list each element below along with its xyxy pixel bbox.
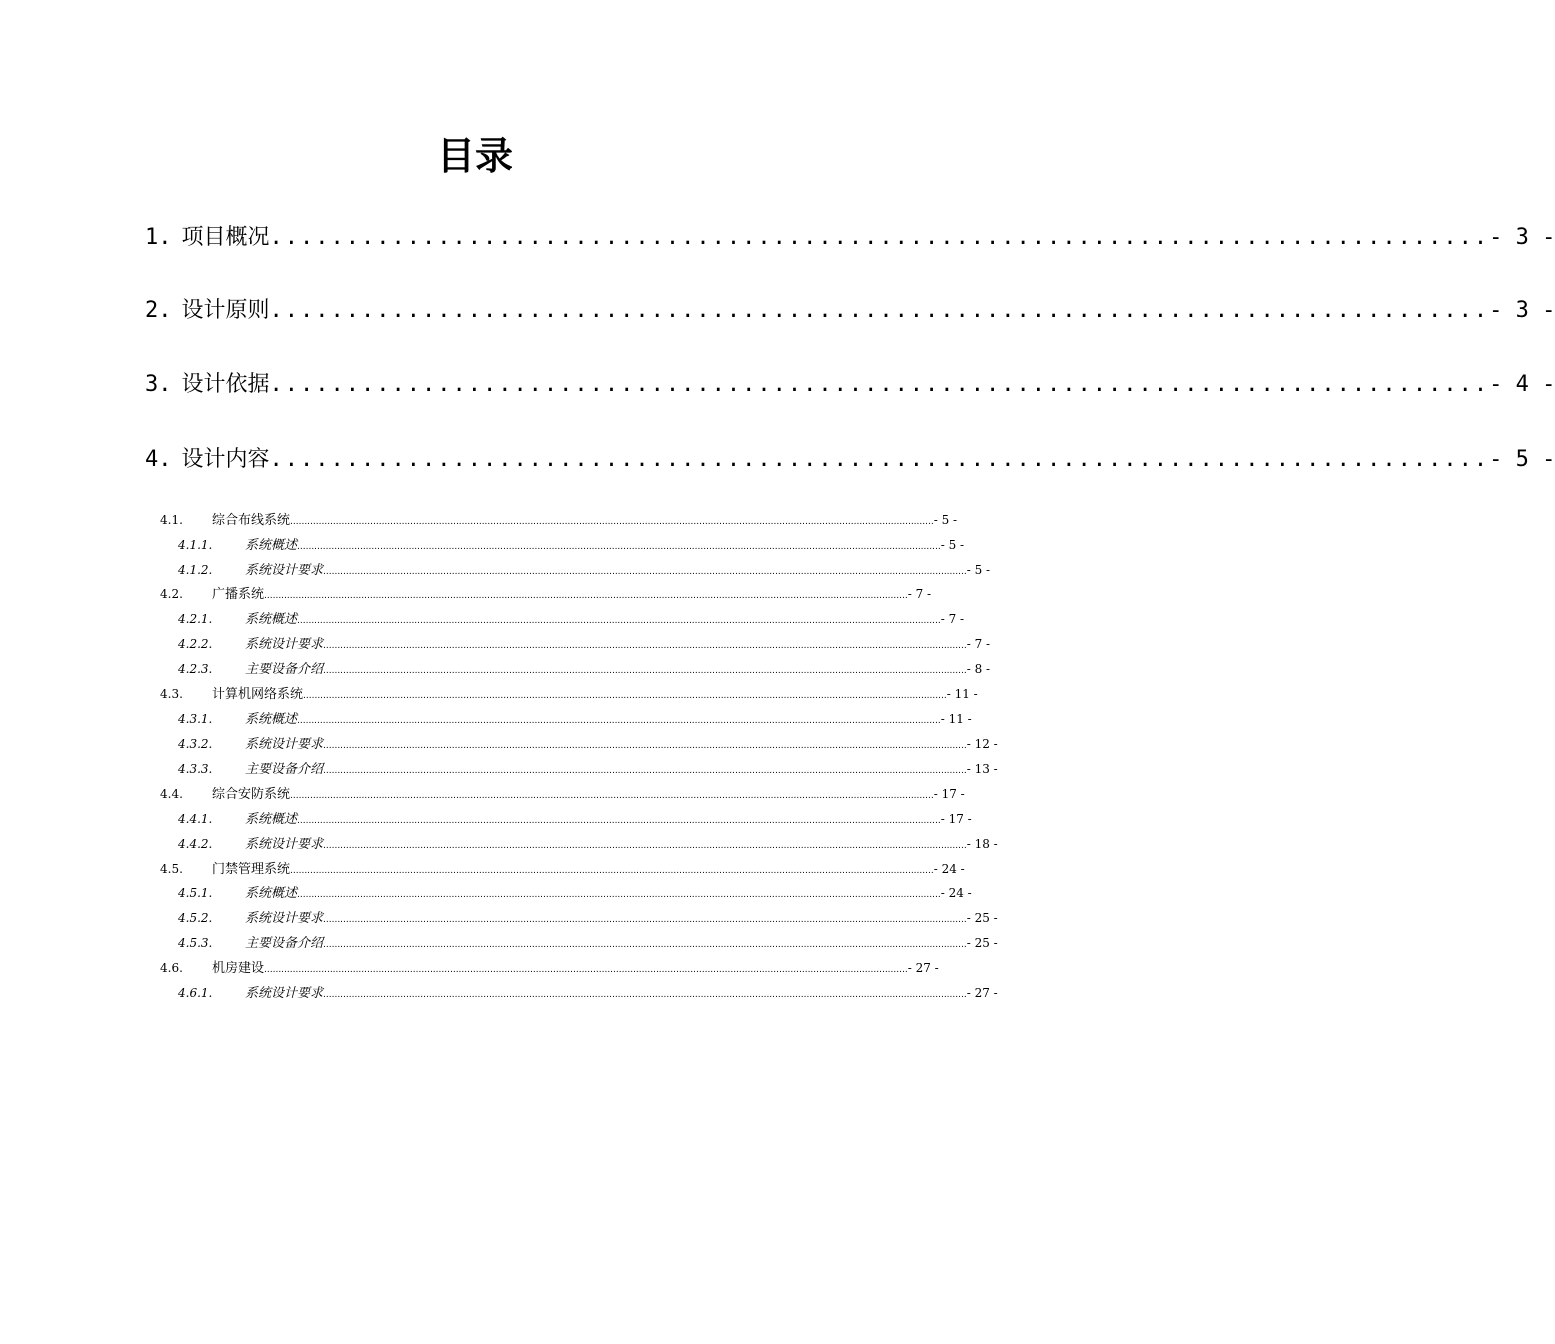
toc-entry-number: 4.4.2. [178, 837, 213, 851]
toc-subentry-4-2-3[interactable] [178, 658, 991, 680]
toc-subentry-4-5-2[interactable] [178, 907, 998, 929]
toc-entry-page: - 11 - [940, 712, 972, 726]
toc-entry-page: - 7 - [940, 612, 965, 626]
toc-entry-number: 2. [145, 298, 172, 323]
toc-entry-page: - 11 - [946, 687, 978, 701]
toc-entry-text: 系统概述 [245, 612, 298, 627]
toc-leader: ................................................................................................................................................................................................................................. [264, 965, 908, 975]
toc-subentry-4-3-2[interactable] [178, 733, 998, 755]
toc-entry-page: - 24 - [933, 862, 965, 876]
toc-leader: ................................................................................................................................................................................................................................. [323, 666, 967, 676]
toc-leader: ................................................................................................................................................................................................................................. [297, 542, 941, 552]
toc-entry-number: 4.3.2. [178, 737, 213, 751]
toc-entry-text: 系统概述 [245, 812, 298, 827]
toc-entry-number: 4.5.2. [178, 911, 213, 925]
toc-entry-number: 4.3. [160, 687, 183, 701]
toc-subentry-4-3-1[interactable] [178, 708, 972, 730]
toc-entry-text: 主要设备介绍 [245, 762, 324, 777]
toc-leader: ................................................................................................................................................................................................................................. [290, 517, 934, 527]
toc-entry-number: 1. [145, 225, 172, 250]
toc-subentry-4-5[interactable] [160, 858, 965, 880]
toc-entry-page: - 27 - [966, 986, 998, 1000]
toc-entry-text: 系统设计要求 [245, 737, 324, 752]
toc-entry-page: - 5 - [933, 513, 958, 527]
toc-entry-number: 4.5. [160, 862, 183, 876]
toc-entry-number: 4.2.3. [178, 662, 213, 676]
toc-entry-3[interactable] [145, 365, 1555, 405]
toc-entry-page: - 5 - [940, 538, 965, 552]
toc-entry-number: 3. [145, 372, 172, 397]
toc-subentry-4-1[interactable] [160, 509, 958, 531]
toc-subentry-4-4[interactable] [160, 783, 965, 805]
toc-entry-number: 4.1.1. [178, 538, 213, 552]
toc-entry-text: 计算机网络系统 [212, 687, 304, 702]
toc-entry-text: 广播系统 [212, 587, 265, 602]
toc-entry-page: - 24 - [940, 886, 972, 900]
toc-entry-number: 4.5.3. [178, 936, 213, 950]
toc-leader: ................................................................................................................................................................................................................................. [323, 940, 967, 950]
toc-entry-text: 综合安防系统 [212, 787, 291, 802]
toc-leader: ................................................................................................................................................................................................................................. [323, 766, 967, 776]
toc-leader: ................................................................................................................................................................................................................................. [290, 791, 934, 801]
toc-entry-number: 4.1. [160, 513, 183, 527]
toc-entry-text: 综合布线系统 [212, 513, 291, 528]
toc-leader: ................................................................................................................................................................................................................................. [323, 841, 967, 851]
toc-entry-page: - 5 - [966, 563, 991, 577]
toc-entry-page: - 3 - [1489, 225, 1555, 250]
toc-entry-text: 项目概况 [181, 225, 270, 250]
toc-entry-number: 4.4.1. [178, 812, 213, 826]
toc-entry-number: 4.2.1. [178, 612, 213, 626]
toc-entry-page: - 12 - [966, 737, 998, 751]
toc-entry-page: - 25 - [966, 911, 998, 925]
toc-entry-page: - 25 - [966, 936, 998, 950]
toc-entry-text: 系统概述 [245, 712, 298, 727]
toc-subentry-4-3-3[interactable] [178, 758, 998, 780]
toc-leader: ................................................................................ [269, 447, 1490, 472]
toc-subentry-4-3[interactable] [160, 683, 978, 705]
toc-entry-number: 4.2.2. [178, 637, 213, 651]
toc-entry-page: - 17 - [940, 812, 972, 826]
toc-entry-number: 4.1.2. [178, 563, 213, 577]
toc-entry-page: - 8 - [966, 662, 991, 676]
toc-leader: ................................................................................................................................................................................................................................. [303, 691, 947, 701]
toc-title: 目录 [436, 134, 513, 178]
toc-entry-text: 系统设计要求 [245, 986, 324, 1001]
toc-subentry-4-4-2[interactable] [178, 833, 998, 855]
toc-entry-page: - 17 - [933, 787, 965, 801]
toc-entry-1[interactable] [145, 218, 1555, 258]
toc-leader: ................................................................................................................................................................................................................................. [323, 567, 967, 577]
toc-entry-text: 门禁管理系统 [212, 862, 291, 877]
toc-entry-text: 系统设计要求 [245, 563, 324, 578]
toc-entry-page: - 3 - [1489, 298, 1555, 323]
toc-entry-number: 4.6. [160, 961, 183, 975]
toc-entry-4[interactable] [145, 440, 1555, 480]
toc-entry-number: 4.5.1. [178, 886, 213, 900]
toc-entry-number: 4.4. [160, 787, 183, 801]
toc-entry-page: - 4 - [1489, 372, 1555, 397]
toc-leader: ................................................................................ [269, 298, 1490, 323]
toc-entry-text: 机房建设 [212, 961, 265, 976]
toc-entry-text: 系统设计要求 [245, 837, 324, 852]
toc-subentry-4-1-2[interactable] [178, 559, 991, 581]
toc-leader: ................................................................................................................................................................................................................................. [323, 741, 967, 751]
toc-subentry-4-2-1[interactable] [178, 608, 965, 630]
toc-entry-text: 主要设备介绍 [245, 662, 324, 677]
toc-leader: ................................................................................................................................................................................................................................. [323, 641, 967, 651]
toc-entry-text: 设计原则 [181, 298, 270, 323]
toc-leader: ................................................................................................................................................................................................................................. [290, 866, 934, 876]
toc-subentry-4-1-1[interactable] [178, 534, 965, 556]
toc-leader: ................................................................................................................................................................................................................................. [297, 716, 941, 726]
toc-entry-2[interactable] [145, 291, 1555, 331]
toc-subentry-4-6[interactable] [160, 957, 939, 979]
toc-subentry-4-6-1[interactable] [178, 982, 998, 1004]
toc-leader: ................................................................................ [269, 225, 1490, 250]
toc-entry-page: - 18 - [966, 837, 998, 851]
toc-entry-number: 4.6.1. [178, 986, 213, 1000]
toc-entry-text: 系统概述 [245, 538, 298, 553]
toc-entry-text: 设计依据 [181, 372, 270, 397]
toc-entry-text: 系统概述 [245, 886, 298, 901]
toc-subentry-4-4-1[interactable] [178, 808, 972, 830]
toc-entry-page: - 27 - [907, 961, 939, 975]
toc-entry-number: 4.3.3. [178, 762, 213, 776]
toc-subentry-4-2-2[interactable] [178, 633, 991, 655]
toc-entry-number: 4.2. [160, 587, 183, 601]
toc-entry-text: 系统设计要求 [245, 637, 324, 652]
toc-entry-text: 主要设备介绍 [245, 936, 324, 951]
toc-leader: ................................................................................................................................................................................................................................. [297, 616, 941, 626]
toc-entry-number: 4.3.1. [178, 712, 213, 726]
toc-entry-page: - 13 - [966, 762, 998, 776]
toc-entry-page: - 7 - [907, 587, 932, 601]
toc-subentry-4-2[interactable] [160, 583, 932, 605]
toc-subentry-4-5-3[interactable] [178, 932, 998, 954]
toc-entry-number: 4. [145, 447, 172, 472]
toc-leader: ................................................................................................................................................................................................................................. [297, 890, 941, 900]
toc-entry-page: - 7 - [966, 637, 991, 651]
toc-subentry-4-5-1[interactable] [178, 882, 972, 904]
toc-leader: ................................................................................ [269, 372, 1490, 397]
toc-leader: ................................................................................................................................................................................................................................. [323, 915, 967, 925]
toc-entry-text: 设计内容 [181, 447, 270, 472]
toc-leader: ................................................................................................................................................................................................................................. [264, 591, 908, 601]
toc-leader: ................................................................................................................................................................................................................................. [297, 816, 941, 826]
toc-leader: ................................................................................................................................................................................................................................. [323, 990, 967, 1000]
toc-entry-text: 系统设计要求 [245, 911, 324, 926]
toc-entry-page: - 5 - [1489, 447, 1555, 472]
